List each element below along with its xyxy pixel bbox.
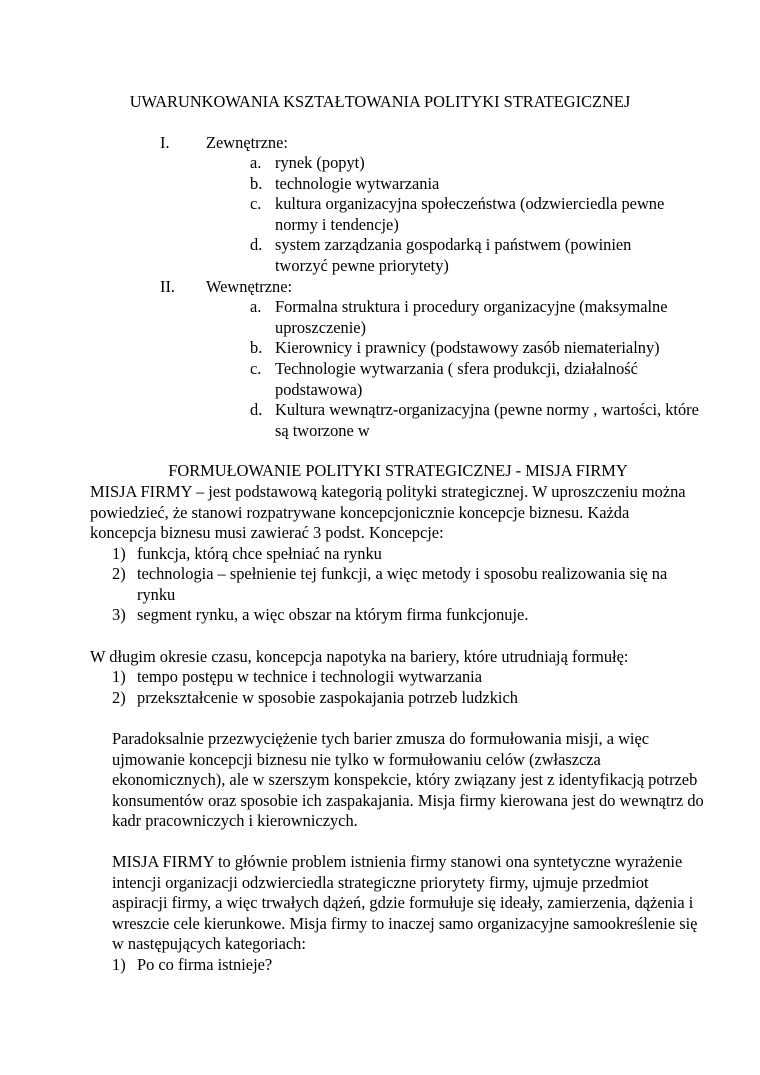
group-label: Zewnętrzne: xyxy=(206,133,288,152)
list-item: b. Kierownicy i prawnicy (podstawowy zasób niematerialny) xyxy=(250,338,660,357)
section-title-misja: FORMUŁOWANIE POLITYKI STRATEGICZNEJ - MISJA FIRMY xyxy=(168,461,628,480)
mission-paragraph: MISJA FIRMY to głównie problem istnienia firmy stanowi ona syntetyczne wyrażenie intencji organizacji odzwierciedla strategiczne priorytety firmy, ujmuje przedmiot aspiracji firmy, a więc trwałych dążeń, gdzie formułuje się ideały, zamierzenia, dążenia i wreszcie cele kierunkowe. Misja firmy to inaczej samo organizacyjne samookreślenie się w następujących kategoriach: xyxy=(112,852,698,953)
list-item: d. Kultura wewnątrz-organizacyjna (pewne normy , wartości, które są tworzone w xyxy=(250,400,699,440)
list-item: 2) technologia – spełnienie tej funkcji, a więc metody i sposobu realizowania się na rynku xyxy=(112,564,668,604)
paradox-paragraph: Paradoksalnie przezwyciężenie tych barier zmusza do formułowania misji, a więc ujmowanie koncepcji biznesu nie tylko w formułowaniu celów (zwłaszcza ekonomicznych), ale w szerszym konspekcie, który związany jest z identyfikacją potrzeb konsumentów oraz sposobie ich zaspakajania. Misja firmy kierowana jest do wewnątrz do kadr pracowniczych i kierowniczych. xyxy=(112,729,704,830)
list-item: 3) segment rynku, a więc obszar na którym firma funkcjonuje. xyxy=(112,605,529,624)
barriers-intro: W długim okresie czasu, koncepcja napotyka na bariery, które utrudniają formułę: xyxy=(90,647,629,666)
list-item: c. Technologie wytwarzania ( sfera produkcji, działalność podstawowa) xyxy=(250,359,638,399)
list-item: b. technologie wytwarzania xyxy=(250,174,440,193)
list-item: c. kultura organizacyjna społeczeństwa (odzwierciedla pewne normy i tendencje) xyxy=(250,194,665,234)
intro-paragraph: MISJA FIRMY – jest podstawową kategorią polityki strategicznej. W uproszczeniu można powiedzieć, że stanowi rozpatrywane koncepcjonicznie koncepcje biznesu. Każda koncepcja biznesu musi zawierać 3 podst. Koncepcje: xyxy=(90,482,686,542)
list-item: 1) tempo postępu w technice i technologii wytwarzania xyxy=(112,667,483,686)
list-item: 1) Po co firma istnieje? xyxy=(112,955,273,974)
list-item: 1) funkcja, którą chce spełniać na rynku xyxy=(112,544,382,563)
list-item: a. rynek (popyt) xyxy=(250,153,365,172)
list-item: 2) przekształcenie w sposobie zaspokajania potrzeb ludzkich xyxy=(112,688,518,707)
section-title-uwarunkowania: UWARUNKOWANIA KSZTAŁTOWANIA POLITYKI STRATEGICZNEJ xyxy=(129,92,631,111)
list-item: a. Formalna struktura i procedury organizacyjne (maksymalne uproszczenie) xyxy=(250,297,668,337)
list-item: d. system zarządzania gospodarką i państwem (powinien tworzyć pewne priorytety) xyxy=(250,235,632,275)
roman-numeral: I. xyxy=(160,133,170,152)
group-label: Wewnętrzne: xyxy=(206,277,293,296)
roman-numeral: II. xyxy=(160,277,176,296)
